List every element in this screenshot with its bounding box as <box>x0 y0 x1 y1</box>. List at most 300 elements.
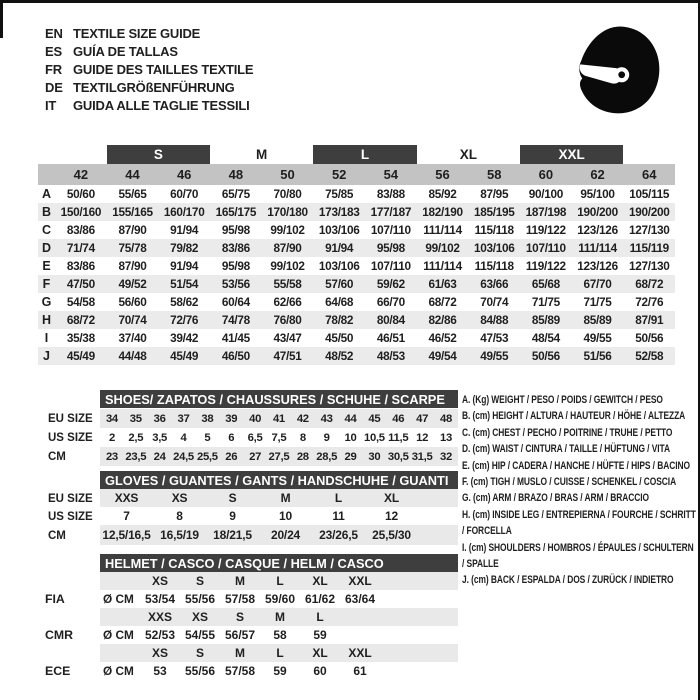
measurement-cell: 91/94 <box>170 223 199 237</box>
glove-eu-cell: XS <box>171 491 188 505</box>
helmet-section-title: HELMET / CASCO / CASQUE / HELM / CASCO <box>105 555 384 571</box>
shoe-eu-cell: 34 <box>105 412 118 425</box>
shoes-section-title: SHOES/ ZAPATOS / CHAUSSURES / SCHUHE / SCARPE <box>105 391 445 407</box>
language-row <box>45 96 253 114</box>
measurement-cell: 99/102 <box>270 223 305 237</box>
helmet-value-cell: 61/62 <box>304 592 336 606</box>
measurement-cell: 82/86 <box>428 313 457 327</box>
helmet-size-cell: M <box>235 646 245 660</box>
shoe-cm-cell: 26 <box>225 450 238 463</box>
helmet-standard-block <box>45 572 97 608</box>
shoe-us-cell: 10 <box>344 431 357 444</box>
helmet-row-spacer <box>100 608 140 626</box>
helmet-unit-label: Ø CM <box>103 664 134 678</box>
language-code: FR <box>45 61 62 77</box>
measurement-cell: 119/122 <box>525 223 566 237</box>
measurement-cell: 62/66 <box>273 295 302 309</box>
shoes-cm-label: CM <box>48 451 66 463</box>
helmet-value-cell: 55/56 <box>184 592 216 606</box>
legend-line: H. (cm) INSIDE LEG / ENTREPIERNA / FOURCHE / SCHRITT / FORCELLA <box>462 508 696 538</box>
measurement-cell: 61/63 <box>428 277 457 291</box>
measurement-cell: 72/76 <box>170 313 199 327</box>
measurement-cell: 95/100 <box>580 187 615 201</box>
gloves-eu-row <box>100 489 458 507</box>
measurement-cell: 49/54 <box>428 349 457 363</box>
legend-line: I. (cm) SHOULDERS / HOMBROS / ÉPAULES / SCHULTERN / SPALLE <box>462 541 694 571</box>
measurement-cell: 103/106 <box>473 241 515 255</box>
helmet-standard-block <box>45 608 97 644</box>
language-list <box>45 24 253 114</box>
measurement-cell: 105/115 <box>629 187 670 201</box>
measurement-cell: 45/49 <box>170 349 199 363</box>
row-letter: D <box>41 241 52 255</box>
helmet-standard-labels <box>45 572 97 680</box>
measurement-cell: 74/78 <box>221 313 250 327</box>
measurement-cell: 59/62 <box>376 277 405 291</box>
helmet-table-rows <box>100 572 458 680</box>
gloves-cm-row <box>100 525 458 545</box>
helmet-value-cell: 55/56 <box>184 664 216 678</box>
glove-cm-cell: 16,5/19 <box>160 528 199 542</box>
measurement-cell: 190/200 <box>628 205 670 219</box>
measurement-cell: 65/75 <box>221 187 250 201</box>
measurement-cell: 95/98 <box>221 223 250 237</box>
measurement-legend <box>462 392 696 589</box>
helmet-value-cell: 56/57 <box>224 628 256 642</box>
measurement-cell: 71/75 <box>583 295 612 309</box>
measurement-cell: 165/175 <box>215 205 257 219</box>
shoe-eu-cell: 35 <box>129 412 142 425</box>
helmet-value-cell: 53/54 <box>144 592 176 606</box>
gloves-eu-size-label: EU SIZE <box>48 493 93 505</box>
shoe-eu-cell: 47 <box>416 412 429 425</box>
shoe-us-cell: 10,5 <box>363 431 385 444</box>
helmet-size-cell: L <box>276 574 284 588</box>
measurement-row <box>38 293 675 311</box>
measurement-cell: 71/74 <box>66 241 95 255</box>
glove-us-cell: 12 <box>385 509 398 523</box>
measurement-cell: 68/72 <box>635 277 664 291</box>
measurement-cell: 45/50 <box>325 331 354 345</box>
measurement-cell: 160/170 <box>163 205 205 219</box>
helmet-size-cell: XL <box>312 646 328 660</box>
numeric-size-cell: 56 <box>435 167 450 182</box>
measurement-cell: 70/74 <box>118 313 147 327</box>
glove-us-cell: 7 <box>123 509 130 523</box>
size-group-xxl: XXL <box>520 145 623 164</box>
row-letter: A <box>41 187 52 201</box>
measurement-cell: 71/75 <box>531 295 560 309</box>
language-row <box>45 78 253 96</box>
shoe-us-cell: 13 <box>439 431 452 444</box>
numeric-size-cell: 64 <box>641 167 657 182</box>
shoe-us-cell: 8 <box>299 431 306 444</box>
helmet-size-cell: S <box>235 610 244 624</box>
glove-us-cell: 9 <box>229 509 236 523</box>
size-group-s: S <box>107 145 210 164</box>
size-group-row <box>38 145 675 164</box>
language-label: GUIDA ALLE TAGLIE TESSILI <box>73 97 250 113</box>
measurement-cell: 50/56 <box>531 349 560 363</box>
helmet-size-cell: XXL <box>348 574 372 588</box>
measurement-cell: 85/89 <box>531 313 560 327</box>
helmet-size-cell: L <box>316 610 324 624</box>
shoe-eu-cell: 45 <box>368 412 381 425</box>
measurement-cell: 49/55 <box>480 349 509 363</box>
helmet-size-cell: XXL <box>348 646 372 660</box>
glove-cm-cell: 12,5/16,5 <box>102 528 151 542</box>
legend-line: F. (cm) TIGH / MUSLO / CUISSE / SCHENKEL / COSCIA <box>462 476 677 489</box>
helmet-size-cell: M <box>235 574 245 588</box>
row-letter: B <box>41 205 52 219</box>
measurement-cell: 41/45 <box>221 331 250 345</box>
measurement-cell: 43/47 <box>273 331 302 345</box>
language-code: ES <box>45 43 62 59</box>
shoe-us-cell: 7,5 <box>271 431 287 444</box>
measurement-cell: 35/38 <box>66 331 95 345</box>
measurement-cell: 48/53 <box>376 349 405 363</box>
measurement-cell: 115/118 <box>474 259 514 273</box>
language-row <box>45 24 253 42</box>
measurement-cell: 107/110 <box>370 259 411 273</box>
glove-cm-cell: 20/24 <box>270 528 301 542</box>
measurement-cell: 56/60 <box>118 295 147 309</box>
measurement-cell: 170/180 <box>267 205 308 219</box>
measurement-cell: 99/102 <box>425 241 460 255</box>
measurement-cell: 84/88 <box>480 313 509 327</box>
measurement-cell: 37/40 <box>118 331 147 345</box>
measurement-cell: 60/70 <box>170 187 199 201</box>
helmet-size-cell: M <box>275 610 285 624</box>
shoes-us-size-label: US SIZE <box>48 432 93 444</box>
language-code: IT <box>45 97 57 113</box>
measurement-cell: 190/200 <box>577 205 618 219</box>
row-letter: J <box>43 349 50 363</box>
helmet-value-cell: 63/64 <box>344 592 376 606</box>
measurement-cell: 51/54 <box>170 277 199 291</box>
shoe-us-cell: 11,5 <box>388 431 409 444</box>
shoes-eu-row <box>100 409 458 428</box>
shoe-eu-cell: 39 <box>225 412 238 425</box>
shoe-cm-cell: 30 <box>368 450 381 463</box>
row-letter: I <box>44 331 49 345</box>
numeric-row-spacer <box>38 164 55 185</box>
measurement-cell: 173/183 <box>318 205 360 219</box>
measurement-cell: 50/56 <box>635 331 664 345</box>
helmet-size-cell: XS <box>191 610 208 624</box>
shoe-cm-cell: 31,5 <box>411 450 433 463</box>
language-code: EN <box>45 25 63 41</box>
helmet-standard-ece: ECE <box>45 664 71 678</box>
measurement-cell: 72/76 <box>635 295 664 309</box>
measurement-cell: 57/60 <box>325 277 354 291</box>
numeric-size-cell: 46 <box>176 167 192 182</box>
glove-us-cell: 11 <box>332 509 345 523</box>
measurement-cell: 70/80 <box>273 187 302 201</box>
gloves-section-header <box>100 471 458 489</box>
shoe-eu-cell: 42 <box>296 412 309 425</box>
measurement-cell: 78/82 <box>325 313 354 327</box>
measurement-cell: 83/86 <box>221 241 250 255</box>
measurement-cell: 99/102 <box>270 259 305 273</box>
legend-line: C. (cm) CHEST / PECHO / POITRINE / TRUHE / PETTO <box>462 426 673 439</box>
shoe-cm-cell: 25,5 <box>196 450 218 463</box>
shoe-cm-cell: 23 <box>105 450 118 463</box>
helmet-standard-fia: FIA <box>45 592 65 606</box>
measurement-row <box>38 329 675 347</box>
shoes-us-row <box>100 428 458 447</box>
measurement-cell: 54/58 <box>66 295 95 309</box>
shoe-eu-cell: 36 <box>153 412 166 425</box>
helmet-size-cell: XS <box>151 574 168 588</box>
measurement-cell: 39/42 <box>170 331 199 345</box>
shoe-cm-cell: 28,5 <box>316 450 338 463</box>
shoe-cm-cell: 27,5 <box>268 450 290 463</box>
shoe-eu-cell: 44 <box>344 412 357 425</box>
helmet-size-row <box>100 608 458 626</box>
measurement-cell: 75/85 <box>325 187 354 201</box>
measurement-cell: 87/90 <box>118 223 147 237</box>
numeric-size-cell: 42 <box>73 167 89 182</box>
helmet-value-cell <box>340 626 380 644</box>
numeric-size-cell: 44 <box>125 167 140 182</box>
measurement-cell: 46/50 <box>221 349 250 363</box>
numeric-size-cell: 62 <box>590 167 605 182</box>
measurement-cell: 76/80 <box>273 313 302 327</box>
measurement-cell: 47/51 <box>273 349 302 363</box>
measurement-cell: 83/88 <box>376 187 405 201</box>
row-letter: H <box>41 313 52 327</box>
measurement-cell: 80/84 <box>376 313 405 327</box>
size-group-l: L <box>313 145 416 164</box>
measurement-row <box>38 203 675 221</box>
helmet-size-cell: L <box>276 646 284 660</box>
glove-cm-cell: 25,5/30 <box>372 528 411 542</box>
measurement-cell: 65/68 <box>531 277 560 291</box>
helmet-value-cell: 59 <box>313 628 327 642</box>
measurement-cell: 119/122 <box>525 259 566 273</box>
measurement-cell: 87/91 <box>635 313 664 327</box>
legend-line: J. (cm) BACK / ESPALDA / DOS / ZURÜCK / INDIETRO <box>462 574 674 587</box>
helmet-size-cell: XL <box>312 574 328 588</box>
language-label: TEXTILGRÖßENFÜHRUNG <box>73 79 235 95</box>
measurement-cell: 68/72 <box>66 313 95 327</box>
numeric-size-cell: 50 <box>280 167 295 182</box>
shoe-us-cell: 2,5 <box>128 431 144 444</box>
measurement-cell: 48/54 <box>531 331 560 345</box>
measurement-cell: 187/198 <box>525 205 567 219</box>
shoe-us-cell: 4 <box>180 431 187 444</box>
helmet-value-cell: 59/60 <box>264 592 296 606</box>
measurement-cell: 44/48 <box>118 349 147 363</box>
shoe-eu-cell: 46 <box>392 412 405 425</box>
page-border-left <box>0 0 3 38</box>
helmet-standard-block <box>45 644 97 680</box>
helmet-value-cell: 54/55 <box>184 628 216 642</box>
numeric-size-row <box>38 164 675 185</box>
legend-line: B. (cm) HEIGHT / ALTURA / HAUTEUR / HÖHE / ALTEZZA <box>462 410 686 423</box>
measurement-table-body <box>38 185 675 365</box>
helmet-unit-label: Ø CM <box>103 628 134 642</box>
helmet-value-row <box>100 662 458 680</box>
shoe-eu-cell: 48 <box>439 412 452 425</box>
measurement-cell: 115/118 <box>474 223 514 237</box>
measurement-cell: 123/126 <box>577 223 618 237</box>
helmet-value-cell: 61 <box>353 664 367 678</box>
measurement-cell: 46/51 <box>376 331 405 345</box>
measurement-cell: 103/106 <box>318 223 360 237</box>
glove-eu-cell: M <box>280 491 291 505</box>
measurement-cell: 66/70 <box>376 295 405 309</box>
measurement-cell: 64/68 <box>325 295 354 309</box>
measurement-row <box>38 347 675 365</box>
gloves-section-title: GLOVES / GUANTES / GANTS / HANDSCHUHE / GUANTI <box>105 472 449 488</box>
glove-eu-cell: S <box>228 491 237 505</box>
gloves-us-row <box>100 507 458 525</box>
legend-line: A. (Kg) WEIGHT / PESO / POIDS / GEWITCH / PESO <box>462 394 663 406</box>
measurement-row <box>38 239 675 257</box>
measurement-cell: 51/56 <box>583 349 612 363</box>
measurement-cell: 47/53 <box>480 331 509 345</box>
measurement-cell: 75/78 <box>118 241 147 255</box>
measurement-cell: 107/110 <box>370 223 411 237</box>
size-group-m: M <box>256 147 268 162</box>
numeric-size-cell: 52 <box>331 167 347 182</box>
glove-cm-cell: 18/21,5 <box>213 528 252 542</box>
measurement-cell: 85/89 <box>583 313 612 327</box>
measurement-cell: 91/94 <box>325 241 354 255</box>
shoe-eu-cell: 41 <box>272 412 285 425</box>
helmet-value-cell: 53 <box>153 664 167 678</box>
shoe-eu-cell: 40 <box>249 412 262 425</box>
measurement-cell: 91/94 <box>170 259 199 273</box>
measurement-cell: 68/72 <box>428 295 457 309</box>
shoe-us-cell: 12 <box>416 431 429 444</box>
helmet-value-row <box>100 626 458 644</box>
measurement-cell: 63/66 <box>480 277 509 291</box>
measurement-cell: 111/114 <box>578 241 617 255</box>
measurement-cell: 127/130 <box>628 223 670 237</box>
shoe-us-cell: 9 <box>323 431 330 444</box>
measurement-cell: 182/190 <box>422 205 463 219</box>
measurement-cell: 45/49 <box>66 349 95 363</box>
shoes-section-header <box>100 390 458 408</box>
legend-line: D. (cm) WAIST / CINTURA / TAILLE / HÜFTUNG / VITA <box>462 443 670 456</box>
glove-eu-cell: XL <box>384 491 399 505</box>
measurement-row <box>38 185 675 203</box>
measurement-cell: 150/160 <box>60 205 102 219</box>
shoe-cm-cell: 24 <box>153 450 166 463</box>
measurement-cell: 52/58 <box>635 349 664 363</box>
measurement-cell: 103/106 <box>318 259 360 273</box>
helmet-row-spacer <box>100 644 140 662</box>
measurement-row <box>38 275 675 293</box>
measurement-cell: 53/56 <box>221 277 250 291</box>
shoe-us-cell: 6 <box>228 431 235 444</box>
measurement-row <box>38 257 675 275</box>
size-group-xl: XL <box>459 147 477 162</box>
measurement-cell: 111/114 <box>423 259 462 273</box>
numeric-size-cell: 60 <box>538 167 554 182</box>
helmet-value-cell: 58 <box>273 628 287 642</box>
row-letter: G <box>41 295 52 309</box>
helmet-unit-label: Ø CM <box>103 592 134 606</box>
page-border-top <box>0 0 700 3</box>
shoes-cm-row <box>100 447 458 466</box>
helmet-size-cell: S <box>195 574 204 588</box>
measurement-cell: 47/50 <box>66 277 95 291</box>
helmet-size-cell: XXS <box>147 610 172 624</box>
measurement-cell: 95/98 <box>376 241 405 255</box>
shoe-cm-cell: 28 <box>296 450 309 463</box>
shoe-eu-cell: 43 <box>320 412 333 425</box>
shoe-cm-cell: 27 <box>249 450 262 463</box>
shoe-cm-cell: 24,5 <box>173 450 194 463</box>
glove-us-cell: 10 <box>279 509 292 523</box>
measurement-cell: 177/187 <box>370 205 412 219</box>
measurement-cell: 48/52 <box>325 349 354 363</box>
helmet-row-spacer <box>100 572 140 590</box>
gloves-cm-label: CM <box>48 530 66 542</box>
measurement-cell: 55/65 <box>118 187 147 201</box>
measurement-cell: 115/119 <box>629 241 669 255</box>
racing-helmet-icon <box>570 22 664 120</box>
measurement-cell: 87/90 <box>273 241 302 255</box>
measurement-cell: 46/52 <box>428 331 457 345</box>
legend-line: G. (cm) ARM / BRAZO / BRAS / ARM / BRACCIO <box>462 492 649 505</box>
numeric-size-cell: 54 <box>383 167 399 182</box>
glove-eu-cell: XXS <box>114 491 139 505</box>
measurement-cell: 50/60 <box>66 187 95 201</box>
measurement-row <box>38 221 675 239</box>
language-row <box>45 60 253 78</box>
measurement-cell: 87/90 <box>118 259 147 273</box>
helmet-size-row <box>100 572 458 590</box>
shoe-cm-cell: 30,5 <box>387 450 409 463</box>
shoe-us-cell: 5 <box>204 431 211 444</box>
measurement-cell: 127/130 <box>628 259 670 273</box>
measurement-cell: 107/110 <box>525 241 566 255</box>
shoes-eu-size-label: EU SIZE <box>48 413 93 425</box>
measurement-cell: 67/70 <box>583 277 612 291</box>
numeric-size-cell: 58 <box>486 167 502 182</box>
gloves-us-size-label: US SIZE <box>48 511 93 523</box>
measurement-cell: 79/82 <box>170 241 199 255</box>
legend-line: E. (cm) HIP / CADERA / HANCHE / HÜFTE / HIPS / BACINO <box>462 459 690 472</box>
helmet-value-cell: 60 <box>313 664 327 678</box>
helmet-size-cell: S <box>195 646 204 660</box>
row-letter: E <box>42 259 51 273</box>
shoe-cm-cell: 29 <box>344 450 357 463</box>
shoe-us-cell: 6,5 <box>247 431 263 444</box>
shoe-us-cell: 3,5 <box>152 431 168 444</box>
measurement-cell: 58/62 <box>170 295 199 309</box>
helmet-standard-cmr: CMR <box>45 628 74 642</box>
measurement-cell: 155/165 <box>112 205 153 219</box>
measurement-cell: 49/55 <box>583 331 612 345</box>
helmet-value-cell: 57/58 <box>224 664 256 678</box>
glove-cm-cell: 23/26,5 <box>319 528 358 542</box>
measurement-cell: 185/195 <box>473 205 515 219</box>
measurement-cell: 49/52 <box>118 277 147 291</box>
numeric-size-cell: 48 <box>228 167 244 182</box>
shoe-us-cell: 2 <box>108 431 115 444</box>
helmet-value-cell: 52/53 <box>144 628 176 642</box>
row-letter: F <box>42 277 51 291</box>
shoe-cm-cell: 32 <box>439 450 452 463</box>
measurement-cell: 83/86 <box>66 223 95 237</box>
measurement-cell: 111/114 <box>423 223 462 237</box>
